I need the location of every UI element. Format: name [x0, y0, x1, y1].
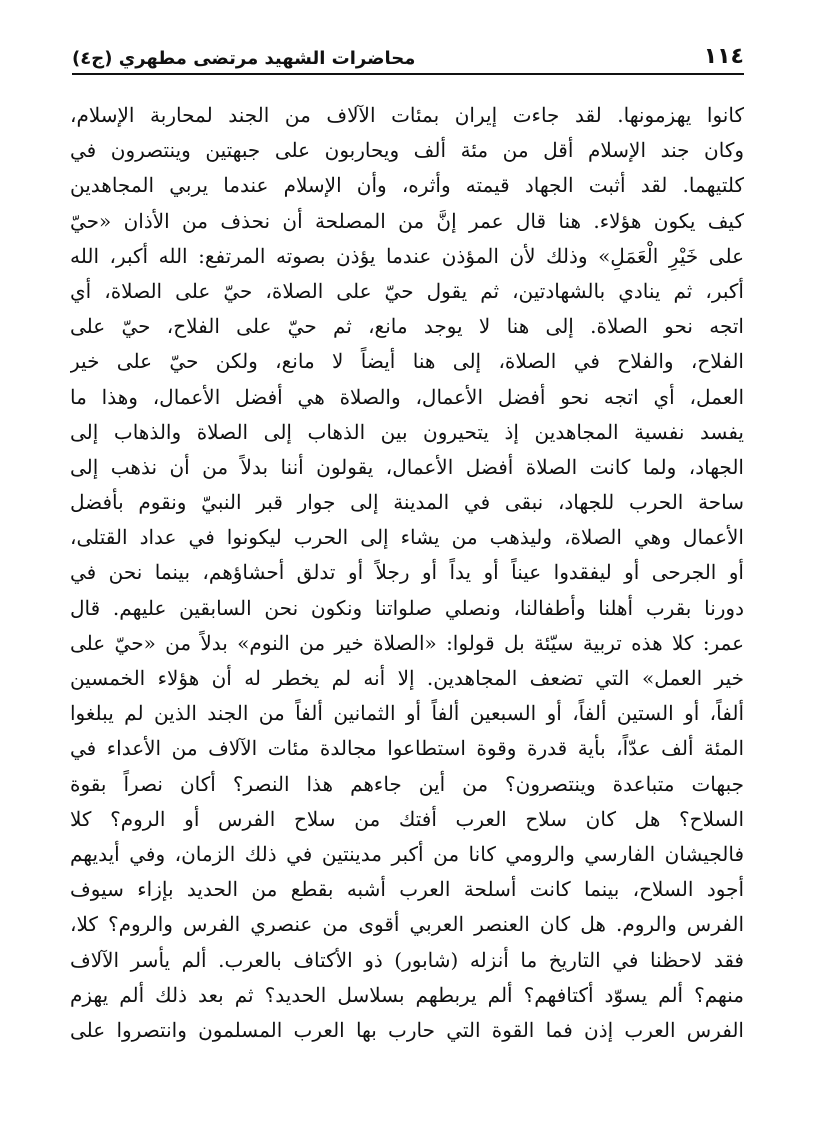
text-line: فالجيشان الفارسي والرومي كانا من أكبر مدينتين في ذلك الزمان، وفي أيديهم	[70, 841, 744, 866]
text-line: يفسد نفسية المجاهدين إذ يتحيرون بين الذهاب إلى الصلاة والذهاب إلى	[70, 419, 744, 444]
text-line: ساحة الحرب للجهاد، نبقى في المدينة إلى جوار قبر النبيّ ونقوم بأفضل	[70, 490, 744, 515]
page-header	[72, 34, 744, 68]
text-line: أجود السلاح، بينما كانت أسلحة العرب أشبه بقطع من الحديد بإزاء سيوف	[70, 877, 744, 902]
body-text	[70, 98, 744, 1048]
text-line: أو الجرحى أو ليفقدوا عيناً أو يداً أو رجلاً أو تدلق أحشاؤهم، بينما نحن في	[70, 560, 744, 585]
text-line: وكان جند الإسلام أقل من مئة ألف ويحاربون على جبهتين وينتصرون في	[70, 138, 744, 163]
text-line: الأعمال وهي الصلاة، وليذهب من يشاء إلى الحرب ليكونوا في عداد القتلى،	[70, 525, 744, 550]
text-line: كانوا يهزمونها. لقد جاءت إيران بمئات الآلاف من الجند لمحاربة الإسلام،	[70, 103, 744, 127]
text-line: جبهات متباعدة وينتصرون؟ من أين جاءهم هذا النصر؟ أكان نصراً بقوة	[70, 771, 744, 796]
page-number: ١١٤	[703, 44, 744, 69]
header-rule	[72, 73, 744, 75]
text-line: المئة ألف عدّاً، بأية قدرة وقوة استطاعوا مجالدة مئات الآلاف من الأعداء في	[70, 736, 744, 761]
text-line: الفرس العرب إذن فما القوة التي حارب بها العرب المسلمون وانتصروا على	[70, 1017, 744, 1042]
text-line: العمل، أي اتجه نحو أفضل الأعمال، والصلاة هي أفضل الأعمال، وهذا ما	[70, 384, 744, 409]
text-line: دورنا بقرب أهلنا وأطفالنا، ونصلي صلواتنا ونكون نحن السابقين عليهم. قال	[70, 595, 744, 620]
text-line: الجهاد، ولما كانت الصلاة أفضل الأعمال، يقولون أننا بدلاً من أن نذهب إلى	[70, 454, 744, 479]
text-line: الفلاح، والفلاح في الصلاة، إلى هنا أيضاً لا مانع، ولكن حيّ على خير	[70, 349, 744, 374]
text-line: فقد لاحظنا في التاريخ ما أنزله (شابور) ذو الأكتاف بالعرب. ألم يأسر الآلاف	[70, 947, 744, 972]
text-line: منهم؟ ألم يسوّد أكتافهم؟ ألم يربطهم بسلاسل الحديد؟ ثم بعد ذلك ألم يهزم	[70, 982, 744, 1007]
text-line: عمر: كلا هذه تربية سيّئة بل قولوا: «الصلاة خير من النوم» بدلاً من «حيّ على	[70, 630, 744, 655]
text-line: كيف يكون هؤلاء. هنا قال عمر إنَّ من المصلحة أن نحذف من الأذان «حيّ	[70, 208, 744, 233]
running-title: محاضرات الشهيد مرتضى مطهري (ج٤)	[72, 48, 416, 69]
text-line: اتجه نحو الصلاة. إلى هنا لا يوجد مانع، ثم حيّ على الفلاح، حيّ على	[70, 314, 744, 339]
text-line: السلاح؟ هل كان سلاح العرب أفتك من سلاح الفرس أو الروم؟ كلا	[70, 806, 744, 831]
text-line: ألفاً، أو الستين ألفاً، أو السبعين ألفاً أو الثمانين ألفاً من الجند الذين لم يبلغوا	[70, 701, 744, 726]
text-line: أكبر، ثم ينادي بالشهادتين، ثم يقول حيّ على الصلاة، حيّ على الصلاة، أي	[70, 278, 744, 303]
text-line: الفرس والروم. هل كان العنصر العربي أقوى من عنصري الفرس والروم؟ كلا،	[70, 912, 744, 937]
text-line: كلتيهما. لقد أثبت الجهاد قيمته وأثره، وأن الإسلام عندما يربي المجاهدين	[70, 173, 744, 198]
text-line: على خَيْرِ الْعَمَلِ» وذلك لأن المؤذن عندما يؤذن بصوته المرتفع: الله أكبر، الله	[70, 243, 744, 268]
text-line: خير العمل» التي تضعف المجاهدين. إلا أنه لم يخطر له أن هؤلاء الخمسين	[70, 666, 744, 690]
